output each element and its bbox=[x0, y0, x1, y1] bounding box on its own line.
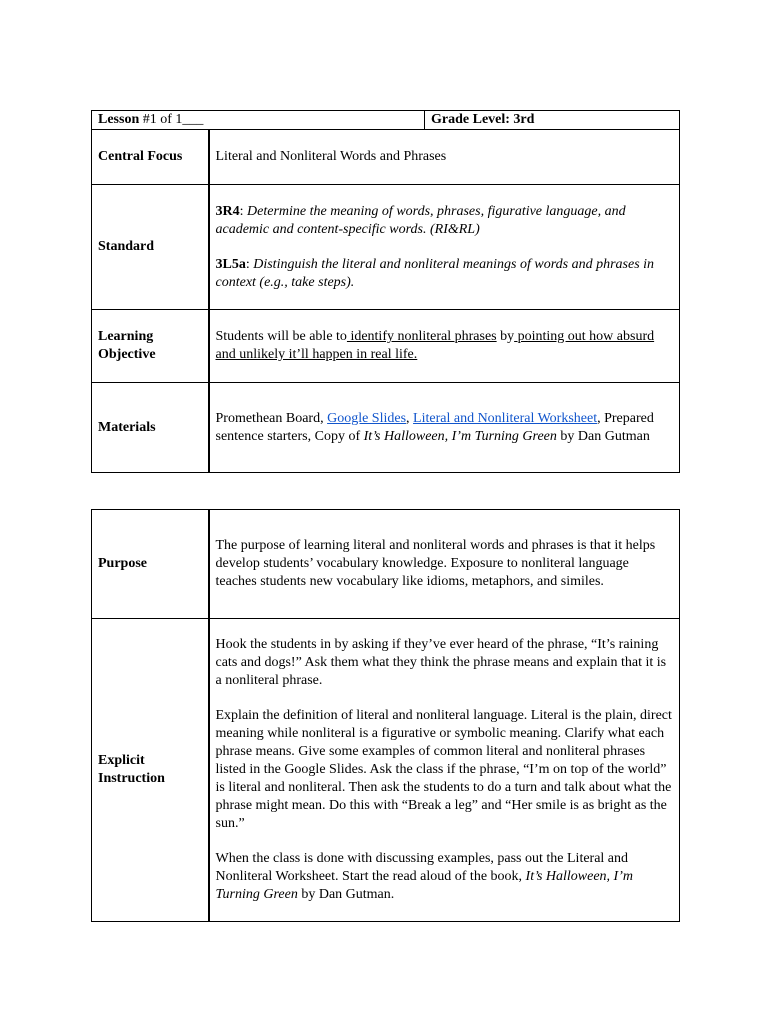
explicit-instruction-label: Explicit Instruction bbox=[92, 619, 209, 922]
learning-objective-text: Students will be able to identify nonliteral phrases by pointing out how absurd and unlikely it’ll happen in real life. bbox=[209, 310, 680, 383]
grade-level: Grade Level: 3rd bbox=[431, 112, 535, 127]
explicit-instruction-row bbox=[92, 619, 680, 922]
learning-objective-row bbox=[92, 310, 680, 383]
materials-row bbox=[92, 383, 680, 473]
lesson-procedure-table bbox=[91, 509, 680, 922]
book-title: It’s Halloween, I’m Turning Green bbox=[215, 869, 633, 902]
purpose-row bbox=[92, 510, 680, 619]
instruction-paragraph: When the class is done with discussing examples, pass out the Literal and Nonliteral Worksheet. Start the read aloud of the book, It’s Halloween, I’m Turning Green by Dan Gutman. bbox=[215, 851, 633, 902]
lesson-header-row bbox=[92, 111, 680, 130]
materials-label: Materials bbox=[92, 383, 209, 473]
grade-level-cell bbox=[425, 111, 680, 130]
standard-code: 3R4 bbox=[215, 203, 240, 219]
central-focus-text: Literal and Nonliteral Words and Phrases bbox=[209, 130, 680, 185]
standard-text: Distinguish the literal and nonliteral meanings of words and phrases in context (e.g., take steps). bbox=[215, 256, 655, 290]
objective-underlined-phrase: pointing out how absurd and unlikely it’ll happen in real life. bbox=[215, 329, 655, 362]
standard-text: Determine the meaning of words, phrases, figurative language, and academic and content-specific words. (RI&RL) bbox=[215, 203, 626, 237]
lesson-number: #1 of 1___ bbox=[139, 112, 204, 127]
standard-row bbox=[92, 185, 680, 310]
purpose-text: The purpose of learning literal and nonliteral words and phrases is that it helps develop students’ vocabulary knowledge. Exposure to nonliteral language teaches students new vocabulary like idioms, metaphors, and similes. bbox=[209, 510, 680, 619]
purpose-label: Purpose bbox=[92, 510, 209, 619]
standard-label: Standard bbox=[92, 185, 209, 310]
standard-item: 3L5a: Distinguish the literal and nonliteral meanings of words and phrases in context (e.g., take steps). bbox=[215, 256, 655, 290]
materials-text: Promethean Board, Google Slides, Literal and Nonliteral Worksheet, Prepared sentence starters, Copy of It’s Halloween, I’m Turning Green by Dan Gutman bbox=[209, 383, 680, 473]
book-title: It’s Halloween, I’m Turning Green bbox=[363, 428, 557, 444]
standard-code: 3L5a bbox=[215, 256, 246, 272]
worksheet-link[interactable]: Literal and Nonliteral Worksheet bbox=[413, 410, 598, 426]
lesson-info-table bbox=[91, 110, 680, 473]
explicit-instruction-text bbox=[209, 619, 680, 922]
lesson-number-cell bbox=[92, 111, 425, 130]
instruction-paragraph: Hook the students in by asking if they’ve ever heard of the phrase, “It’s raining cats and dogs!” Ask them what they think the phrase means and explain that it is a nonliteral phrase. bbox=[215, 637, 667, 688]
lesson-label: Lesson bbox=[98, 112, 140, 127]
google-slides-link[interactable]: Google Slides bbox=[327, 410, 407, 426]
central-focus-label: Central Focus bbox=[92, 130, 209, 185]
central-focus-row bbox=[92, 130, 680, 185]
standard-item: 3R4: Determine the meaning of words, phrases, figurative language, and academic and content-specific words. (RI&RL) bbox=[215, 203, 626, 237]
learning-objective-label: Learning Objective bbox=[92, 310, 209, 383]
instruction-paragraph: Explain the definition of literal and nonliteral language. Literal is the plain, direct meaning while nonliteral is a figurative or symbolic meaning. Clarify what each phrase means. Give some examples of common literal and nonliteral phrases listed in the Google Slides. Ask the class if the phrase, “I’m on top of the world” is literal and nonliteral. Then ask the students to do a turn and talk about what the phrase might mean. Do this with “Break a leg” and “Her smile is as bright as the sun.” bbox=[215, 708, 672, 831]
standard-content bbox=[209, 185, 680, 310]
objective-underlined-phrase: identify nonliteral phrases bbox=[346, 329, 497, 344]
